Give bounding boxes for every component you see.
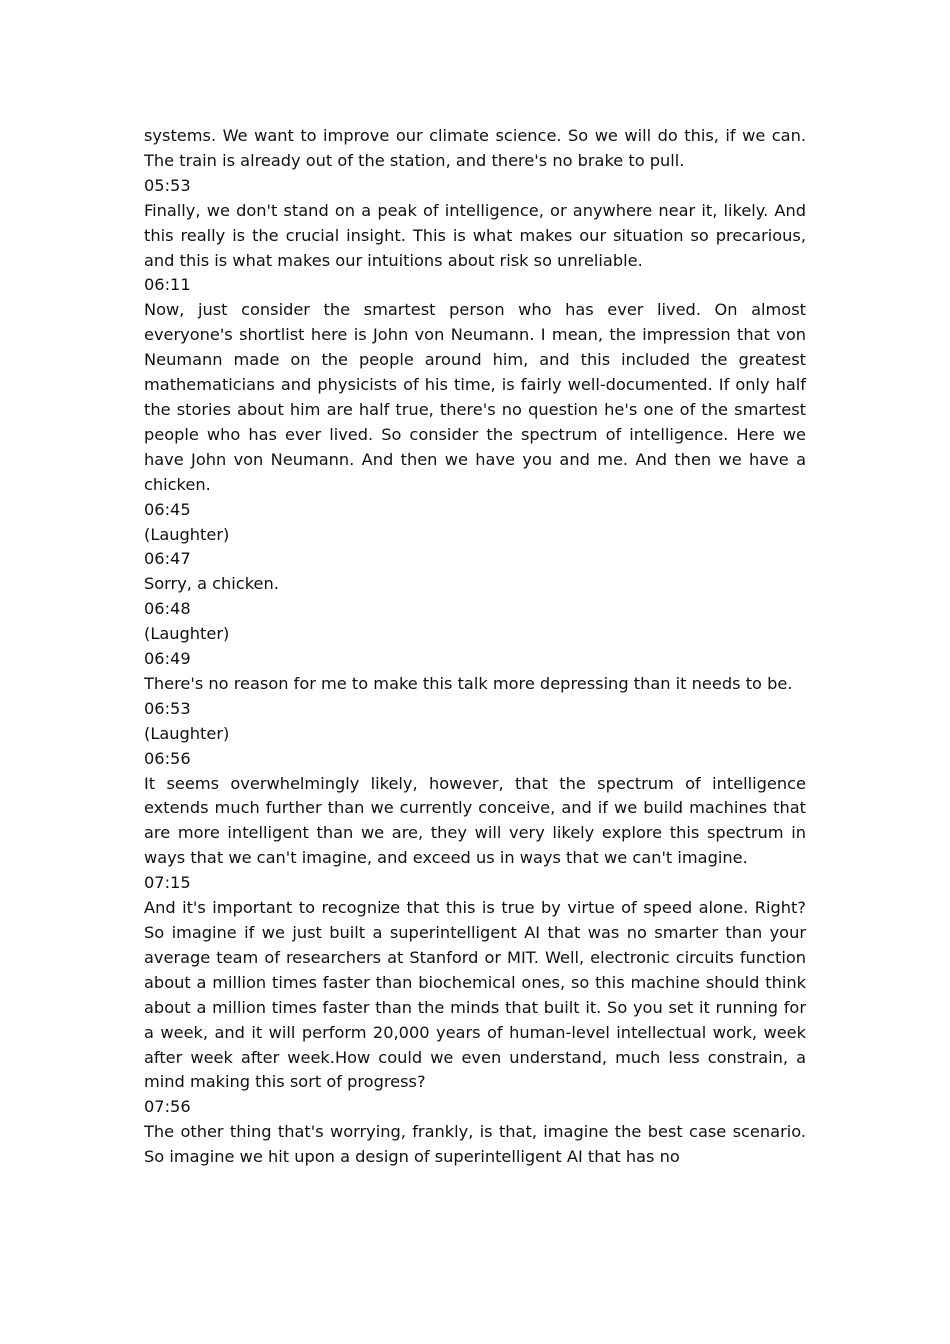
- transcript-paragraph: Now, just consider the smartest person who has ever lived. On almost everyone's shortlist here is John von Neumann. I mean, the impression that von Neumann made on the people around him, and this included the greatest mathematicians and physicists of his time, is fairly well-documented. If only half the stories about him are half true, there's no question he's one of the smartest people who has ever lived. So consider the spectrum of intelligence. Here we have John von Neumann. And then we have you and me. And then we have a chicken.: [144, 300, 806, 494]
- transcript-paragraph: systems. We want to improve our climate science. So we will do this, if we can. The train is already out of the station, and there's no brake to pull.: [144, 126, 806, 170]
- timestamp: 06:49: [144, 649, 191, 669]
- timestamp: 06:45: [144, 499, 191, 519]
- transcript-paragraph: The other thing that's worrying, frankly, is that, imagine the best case scenario. So imagine we hit upon a design of superintelligent AI that has no: [144, 1122, 806, 1167]
- transcript-paragraph: It seems overwhelmingly likely, however, that the spectrum of intelligence extends much further than we currently conceive, and if we build machines that are more intelligent than we are, they will very likely explore this spectrum in ways that we can't imagine, and exceed us in ways that we can't imagine.: [144, 773, 806, 868]
- timestamp: 05:53: [144, 175, 191, 195]
- transcript-page: [144, 124, 806, 1170]
- transcript-paragraph: (Laughter): [144, 723, 230, 743]
- timestamp: 06:47: [144, 549, 191, 569]
- timestamp: 07:15: [144, 873, 191, 893]
- timestamp: 06:48: [144, 599, 191, 619]
- timestamp: 06:56: [144, 748, 191, 768]
- timestamp: 06:53: [144, 698, 191, 718]
- timestamp: 06:11: [144, 275, 191, 295]
- timestamp: 07:56: [144, 1097, 191, 1117]
- transcript-paragraph: (Laughter): [144, 624, 230, 644]
- transcript-paragraph: (Laughter): [144, 524, 230, 544]
- transcript-paragraph: Finally, we don't stand on a peak of intelligence, or anywhere near it, likely. And this really is the crucial insight. This is what makes our situation so precarious, and this is what makes our intuitions about risk so unreliable.: [144, 200, 806, 270]
- transcript-paragraph: Sorry, a chicken.: [144, 574, 279, 594]
- transcript-paragraph: There's no reason for me to make this talk more depressing than it needs to be.: [144, 673, 793, 693]
- transcript-paragraph: And it's important to recognize that this is true by virtue of speed alone. Right? So imagine if we just built a superintelligent AI that was no smarter than your average team of researchers at Stanford or MIT. Well, electronic circuits function about a million times faster than biochemical ones, so this machine should think about a million times faster than the minds that built it. So you set it running for a week, and it will perform 20,000 years of human-level intellectual work, week after week after week.How could we even understand, much less constrain, a mind making this sort of progress?: [144, 898, 806, 1092]
